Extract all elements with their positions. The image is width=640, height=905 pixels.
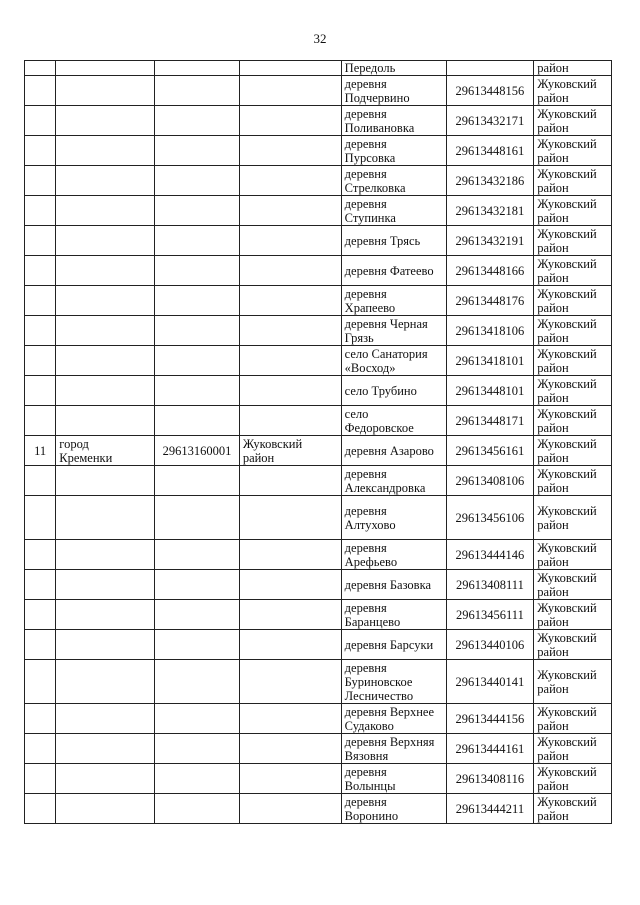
parent-oktmo-code-cell [155, 704, 240, 734]
settlement-name-cell [341, 764, 446, 794]
district: Жуковский район [537, 503, 597, 532]
oktmo-code-cell [446, 166, 534, 196]
district-cell [534, 286, 612, 316]
oktmo-code-cell [446, 106, 534, 136]
row-number-cell [25, 540, 56, 570]
row-number-cell [25, 600, 56, 630]
district: Жуковский район [537, 667, 597, 696]
oktmo-code-cell [446, 600, 534, 630]
district-cell [534, 316, 612, 346]
settlement-name-cell [341, 136, 446, 166]
oktmo-code-cell [446, 316, 534, 346]
district-cell [534, 346, 612, 376]
parent-settlement-name-cell [56, 376, 155, 406]
table-row [25, 600, 612, 630]
settlement-name-cell [341, 630, 446, 660]
row-number-cell [25, 630, 56, 660]
settlement-name: село Федоровское [344, 406, 414, 435]
district: Жуковский район [537, 734, 597, 763]
district: Жуковский район [537, 346, 597, 375]
parent-settlement-name-cell [56, 436, 155, 466]
district: Жуковский район [537, 540, 597, 569]
table-row [25, 466, 612, 496]
row-number-cell [25, 794, 56, 824]
oktmo-code-cell [446, 704, 534, 734]
district-cell [534, 496, 612, 540]
table-row [25, 106, 612, 136]
district-cell [534, 794, 612, 824]
row-number-cell [25, 196, 56, 226]
page-number: 32 [313, 31, 327, 46]
oktmo-code-cell [446, 76, 534, 106]
table-row [25, 734, 612, 764]
parent-oktmo-code-cell [155, 436, 240, 466]
table-row [25, 376, 612, 406]
settlement-name: деревня Верхняя Вязовня [344, 734, 435, 763]
settlement-name: деревня Стрелковка [344, 166, 406, 195]
parent-oktmo-code: 29613160001 [162, 443, 232, 458]
table-row [25, 570, 612, 600]
settlement-name-cell [341, 346, 446, 376]
oktmo-code: 29613444211 [455, 801, 525, 816]
parent-settlement-name-cell [56, 286, 155, 316]
row-number-cell [25, 436, 56, 466]
parent-settlement-name-cell [56, 316, 155, 346]
parent-oktmo-code-cell [155, 196, 240, 226]
settlement-name: деревня Азарово [344, 443, 434, 458]
settlement-name-cell [341, 466, 446, 496]
oktmo-code: 29613432171 [455, 113, 525, 128]
parent-settlement-name-cell [56, 764, 155, 794]
settlement-name-cell [341, 196, 446, 226]
parent-oktmo-code-cell [155, 61, 240, 76]
settlement-name-cell [341, 734, 446, 764]
parent-district-cell [239, 76, 341, 106]
row-number-cell [25, 466, 56, 496]
table-row [25, 346, 612, 376]
oktmo-code-cell [446, 540, 534, 570]
settlement-name: деревня Верхнее Судаково [344, 704, 435, 733]
oktmo-code: 29613408116 [455, 771, 525, 786]
settlement-name: деревня Алтухово [344, 503, 396, 532]
row-number-cell [25, 136, 56, 166]
settlement-name: деревня Баранцево [344, 600, 401, 629]
parent-oktmo-code-cell [155, 136, 240, 166]
parent-oktmo-code-cell [155, 466, 240, 496]
settlement-name: деревня Ступинка [344, 196, 396, 225]
parent-district-cell [239, 630, 341, 660]
settlement-name-cell [341, 61, 446, 76]
district: Жуковский район [537, 436, 597, 465]
table-body [25, 61, 612, 824]
settlement-name-cell [341, 406, 446, 436]
table-row [25, 704, 612, 734]
oktmo-code-cell [446, 630, 534, 660]
settlement-name-cell [341, 286, 446, 316]
district-cell [534, 436, 612, 466]
parent-settlement-name-cell [56, 61, 155, 76]
parent-settlement-name-cell [56, 496, 155, 540]
district: Жуковский район [537, 704, 597, 733]
oktmo-code: 29613440106 [455, 637, 525, 652]
district-cell [534, 466, 612, 496]
settlement-name: деревня Барсуки [344, 637, 434, 652]
parent-settlement-name-cell [56, 136, 155, 166]
parent-district-cell [239, 660, 341, 704]
oktmo-code: 29613444146 [455, 547, 525, 562]
table-row [25, 256, 612, 286]
parent-district-cell [239, 600, 341, 630]
settlement-name-cell [341, 704, 446, 734]
settlement-name-cell [341, 660, 446, 704]
district: Жуковский район [537, 466, 597, 495]
settlement-name: Передоль [344, 61, 396, 75]
parent-district-cell [239, 286, 341, 316]
table-row [25, 136, 612, 166]
parent-district-cell [239, 346, 341, 376]
table-row [25, 540, 612, 570]
oktmo-code: 29613408111 [456, 577, 524, 592]
district-cell [534, 406, 612, 436]
oktmo-code: 29613448101 [455, 383, 525, 398]
oktmo-code-cell [446, 496, 534, 540]
district-cell [534, 600, 612, 630]
settlement-name-cell [341, 540, 446, 570]
district-cell [534, 196, 612, 226]
parent-district-cell [239, 436, 341, 466]
oktmo-code: 29613418106 [455, 323, 525, 338]
settlement-name-cell [341, 600, 446, 630]
district: Жуковский район [537, 794, 597, 823]
settlement-name-cell [341, 316, 446, 346]
row-number-cell [25, 106, 56, 136]
district-cell [534, 630, 612, 660]
parent-settlement-name-cell [56, 196, 155, 226]
settlement-name: деревня Александровка [344, 466, 426, 495]
settlement-name: деревня Арефьево [344, 540, 398, 569]
row-number-cell [25, 256, 56, 286]
settlement-name: село Санатория «Восход» [344, 346, 428, 375]
district-cell [534, 76, 612, 106]
settlement-name-cell [341, 106, 446, 136]
settlement-name-cell [341, 226, 446, 256]
district: Жуковский район [537, 376, 597, 405]
oktmo-code: 29613432186 [455, 173, 525, 188]
table-row [25, 496, 612, 540]
parent-oktmo-code-cell [155, 630, 240, 660]
parent-district-cell [239, 496, 341, 540]
table-row [25, 764, 612, 794]
parent-oktmo-code-cell [155, 76, 240, 106]
district: Жуковский район [537, 764, 597, 793]
settlement-name: деревня Базовка [344, 577, 432, 592]
oktmo-code-cell [446, 346, 534, 376]
district-cell [534, 540, 612, 570]
parent-oktmo-code-cell [155, 660, 240, 704]
oktmo-code-cell [446, 286, 534, 316]
district: Жуковский район [537, 76, 597, 105]
oktmo-code: 29613408106 [455, 473, 525, 488]
oktmo-code: 29613456111 [456, 607, 524, 622]
row-number-cell [25, 704, 56, 734]
settlement-name: деревня Подчервино [344, 76, 410, 105]
oktmo-code-cell [446, 734, 534, 764]
district-cell [534, 764, 612, 794]
table-row [25, 660, 612, 704]
row-number-cell [25, 764, 56, 794]
oktmo-code: 29613432181 [455, 203, 525, 218]
parent-settlement-name-cell [56, 570, 155, 600]
settlement-name-cell [341, 166, 446, 196]
parent-district-cell [239, 226, 341, 256]
parent-settlement-name: город Кременки [59, 436, 113, 465]
settlement-name: деревня Черная Грязь [344, 316, 428, 345]
parent-oktmo-code-cell [155, 600, 240, 630]
settlement-name: деревня Воронино [344, 794, 399, 823]
parent-district-cell [239, 376, 341, 406]
district-cell [534, 136, 612, 166]
table-row [25, 166, 612, 196]
row-number-cell [25, 376, 56, 406]
settlement-name: деревня Пурсовка [344, 136, 396, 165]
parent-settlement-name-cell [56, 256, 155, 286]
row-number-cell [25, 734, 56, 764]
settlement-name: деревня Волынцы [344, 764, 396, 793]
parent-settlement-name-cell [56, 630, 155, 660]
parent-oktmo-code-cell [155, 540, 240, 570]
district: Жуковский район [537, 630, 597, 659]
row-number: 11 [34, 443, 47, 458]
district: Жуковский район [537, 406, 597, 435]
parent-district-cell [239, 166, 341, 196]
settlement-name-cell [341, 496, 446, 540]
district: Жуковский район [537, 136, 597, 165]
parent-settlement-name-cell [56, 734, 155, 764]
oktmo-code-cell [446, 196, 534, 226]
row-number-cell [25, 660, 56, 704]
parent-district-cell [239, 61, 341, 76]
settlement-name: село Трубино [344, 383, 417, 398]
parent-oktmo-code-cell [155, 376, 240, 406]
oktmo-code: 29613444156 [455, 711, 525, 726]
settlement-name-cell [341, 570, 446, 600]
settlement-name-cell [341, 256, 446, 286]
settlement-name: деревня Храпеево [344, 286, 396, 315]
parent-district-cell [239, 704, 341, 734]
parent-oktmo-code-cell [155, 106, 240, 136]
parent-district-cell [239, 256, 341, 286]
parent-oktmo-code-cell [155, 256, 240, 286]
oktmo-code: 29613432191 [455, 233, 525, 248]
parent-settlement-name-cell [56, 600, 155, 630]
table-row [25, 316, 612, 346]
oktmo-code: 29613448156 [455, 83, 525, 98]
oktmo-code: 29613456161 [455, 443, 525, 458]
district: район [537, 61, 569, 75]
district: Жуковский район [537, 570, 597, 599]
parent-district-cell [239, 570, 341, 600]
parent-district-cell [239, 136, 341, 166]
district: Жуковский район [537, 256, 597, 285]
parent-oktmo-code-cell [155, 734, 240, 764]
oktmo-code-cell [446, 764, 534, 794]
oktmo-code-cell [446, 794, 534, 824]
parent-district-cell [239, 734, 341, 764]
district-cell [534, 570, 612, 600]
district: Жуковский район [537, 106, 597, 135]
row-number-cell [25, 166, 56, 196]
district-cell [534, 376, 612, 406]
oktmo-code: 29613418101 [455, 353, 525, 368]
district: Жуковский район [537, 600, 597, 629]
oktmo-code-cell [446, 136, 534, 166]
parent-settlement-name-cell [56, 106, 155, 136]
row-number-cell [25, 76, 56, 106]
parent-settlement-name-cell [56, 166, 155, 196]
parent-settlement-name-cell [56, 794, 155, 824]
table-row [25, 61, 612, 76]
oktmo-code: 29613448161 [455, 143, 525, 158]
parent-oktmo-code-cell [155, 764, 240, 794]
oktmo-code: 29613448176 [455, 293, 525, 308]
parent-settlement-name-cell [56, 406, 155, 436]
table-row [25, 76, 612, 106]
parent-district-cell [239, 106, 341, 136]
district-cell [534, 166, 612, 196]
row-number-cell [25, 570, 56, 600]
settlement-name: деревня Буриновское Лесничество [344, 660, 414, 703]
settlement-name-cell [341, 794, 446, 824]
district: Жуковский район [537, 226, 597, 255]
row-number-cell [25, 496, 56, 540]
oktmo-code: 29613440141 [455, 674, 525, 689]
district-cell [534, 734, 612, 764]
parent-district-cell [239, 764, 341, 794]
table-row [25, 794, 612, 824]
row-number-cell [25, 286, 56, 316]
parent-settlement-name-cell [56, 704, 155, 734]
parent-oktmo-code-cell [155, 496, 240, 540]
parent-settlement-name-cell [56, 540, 155, 570]
district: Жуковский район [537, 316, 597, 345]
settlement-name-cell [341, 436, 446, 466]
table-row [25, 226, 612, 256]
district-cell [534, 660, 612, 704]
district: Жуковский район [537, 196, 597, 225]
oktmo-code-cell [446, 376, 534, 406]
oktmo-code-cell [446, 570, 534, 600]
table-row [25, 406, 612, 436]
oktmo-code: 29613448166 [455, 263, 525, 278]
parent-district-cell [239, 316, 341, 346]
table-row [25, 436, 612, 466]
row-number-cell [25, 226, 56, 256]
oktmo-code-cell [446, 660, 534, 704]
row-number-cell [25, 61, 56, 76]
district-cell [534, 106, 612, 136]
parent-district-cell [239, 794, 341, 824]
oktmo-code-cell [446, 226, 534, 256]
parent-oktmo-code-cell [155, 286, 240, 316]
parent-settlement-name-cell [56, 346, 155, 376]
settlement-name: деревня Фатеево [344, 263, 434, 278]
district: Жуковский район [537, 166, 597, 195]
parent-district-cell [239, 466, 341, 496]
settlement-name-cell [341, 76, 446, 106]
row-number-cell [25, 346, 56, 376]
parent-settlement-name-cell [56, 226, 155, 256]
table-row [25, 196, 612, 226]
oktmo-code-cell [446, 436, 534, 466]
parent-district-cell [239, 406, 341, 436]
parent-oktmo-code-cell [155, 226, 240, 256]
oktmo-code-cell [446, 466, 534, 496]
parent-district: Жуковский район [242, 436, 303, 465]
row-number-cell [25, 406, 56, 436]
district-cell [534, 704, 612, 734]
oktmo-code: 29613448171 [455, 413, 525, 428]
oktmo-code: 29613444161 [455, 741, 525, 756]
parent-district-cell [239, 540, 341, 570]
row-number-cell [25, 316, 56, 346]
settlement-name: деревня Поливановка [344, 106, 415, 135]
settlements-table [24, 60, 612, 824]
parent-oktmo-code-cell [155, 316, 240, 346]
oktmo-code-cell [446, 406, 534, 436]
parent-district-cell [239, 196, 341, 226]
parent-oktmo-code-cell [155, 570, 240, 600]
oktmo-code-cell [446, 61, 534, 76]
oktmo-code-cell [446, 256, 534, 286]
district: Жуковский район [537, 286, 597, 315]
settlement-name-cell [341, 376, 446, 406]
settlement-name: деревня Трясь [344, 233, 421, 248]
district-cell [534, 61, 612, 76]
parent-oktmo-code-cell [155, 794, 240, 824]
district-cell [534, 256, 612, 286]
parent-oktmo-code-cell [155, 346, 240, 376]
parent-settlement-name-cell [56, 660, 155, 704]
table-row [25, 630, 612, 660]
oktmo-code: 29613456106 [455, 510, 525, 525]
district-cell [534, 226, 612, 256]
parent-oktmo-code-cell [155, 406, 240, 436]
parent-settlement-name-cell [56, 76, 155, 106]
parent-oktmo-code-cell [155, 166, 240, 196]
table-row [25, 286, 612, 316]
parent-settlement-name-cell [56, 466, 155, 496]
